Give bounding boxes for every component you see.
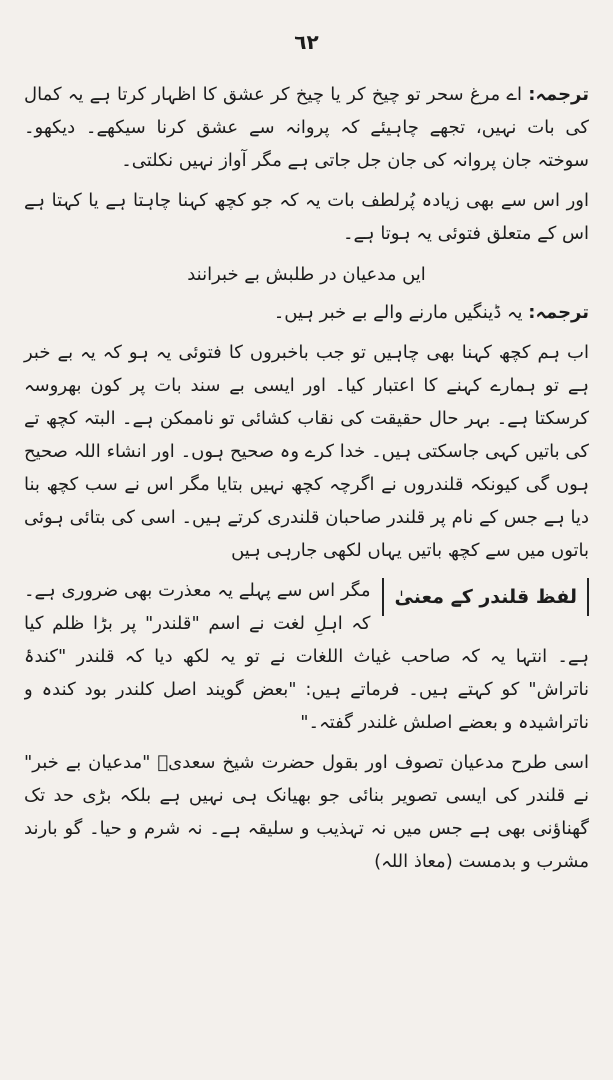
page-number: ٦٢ (294, 30, 319, 54)
translation-text: اے مرغ سحر تو چیخ کر یا چیخ کر عشق کا اظہار کرتا ہے یہ کمال کی بات نہیں، تجھے چاہیئے کہ پروانہ سے عشق کرنا سیکھے۔ دیکھو۔ سوختہ جان پروانہ کی جان جل جاتی ہے مگر آواز نہیں نکلتی۔ (24, 84, 589, 171)
paragraph-4: اب ہم کچھ کہنا بھی چاہیں تو جب باخبروں کا فتوئی یہ ہو کہ یہ بے خبر ہے تو ہمارے کہنے کا اعتبار کیا۔ اور ایسی بے سند بات پر کون بھروسہ کرسکتا ہے۔ بہر حال حقیقت کی نقاب کشائی تو ناممکن ہے۔ البتہ کچھ تے کی باتیں کہی جاسکتی ہیں۔ خدا کرے وہ صحیح ہوں۔ اور انشاء اللہ صحیح ہوں گی کیونکہ قلندروں نے اگرچہ کچھ نہیں بتایا مگر اس نے سب کچھ بنا دیا ہے جس کے نام پر قلندر صاحبان قلندری کرتے ہیں۔ اسی کی بتائی ہوئی باتوں میں سے کچھ باتیں یہاں لکھی جارہی ہیں (24, 342, 589, 561)
heading-block (24, 574, 589, 746)
paragraph-6: اسی طرح مدعیان تصوف اور بقول حضرت شیخ سعدیؒ "مدعیان بے خبر" نے قلندر کی ایسی تصویر بنائی جو بھیانک ہی نہیں ہے بلکہ بڑی حد تک گھناؤنی بھی ہے جس میں نہ تہذیب و سلیقہ ہے۔ نہ شرم و حیا۔ گو بارند مشرب و بدمست (معاذ اللہ) (24, 752, 589, 872)
translation-text: یہ ڈینگیں مارنے والے بے خبر ہیں۔ (273, 302, 523, 323)
paragraph-5: مگر اس سے پہلے یہ معذرت بھی ضروری ہے۔ کہ اہلِ لغت نے اسم "قلندر" پر بڑا ظلم کیا ہے۔ انتہا یہ کہ صاحب غیاث اللغات نے تو یہ لکھ دیا کہ قلندر "کندۂ ناتراش" کو کہتے ہیں۔ فرماتے ہیں: "بعض گویند اصل کلندر بود کندہ و ناتراشیدہ و بعضے اصلش غلندر گفتہ۔" (24, 580, 589, 733)
translation-label: ترجمہ: (528, 84, 589, 105)
persian-verse: ایں مدعیان در طلبش بے خبرانند (187, 264, 426, 285)
section-heading: لفظ قلندر کے معنیٰ (382, 578, 589, 616)
translation-label: ترجمہ: (528, 302, 589, 323)
translation-paragraph-2 (24, 296, 589, 329)
paragraph-2: اور اس سے بھی زیادہ پُرلطف بات یہ کہ جو کچھ کہنا چاہتا ہے یا کہتا ہے اس کے متعلق فتوئی یہ ہوتا ہے۔ (24, 190, 589, 244)
page-body (24, 78, 589, 885)
translation-paragraph-1 (24, 78, 589, 177)
